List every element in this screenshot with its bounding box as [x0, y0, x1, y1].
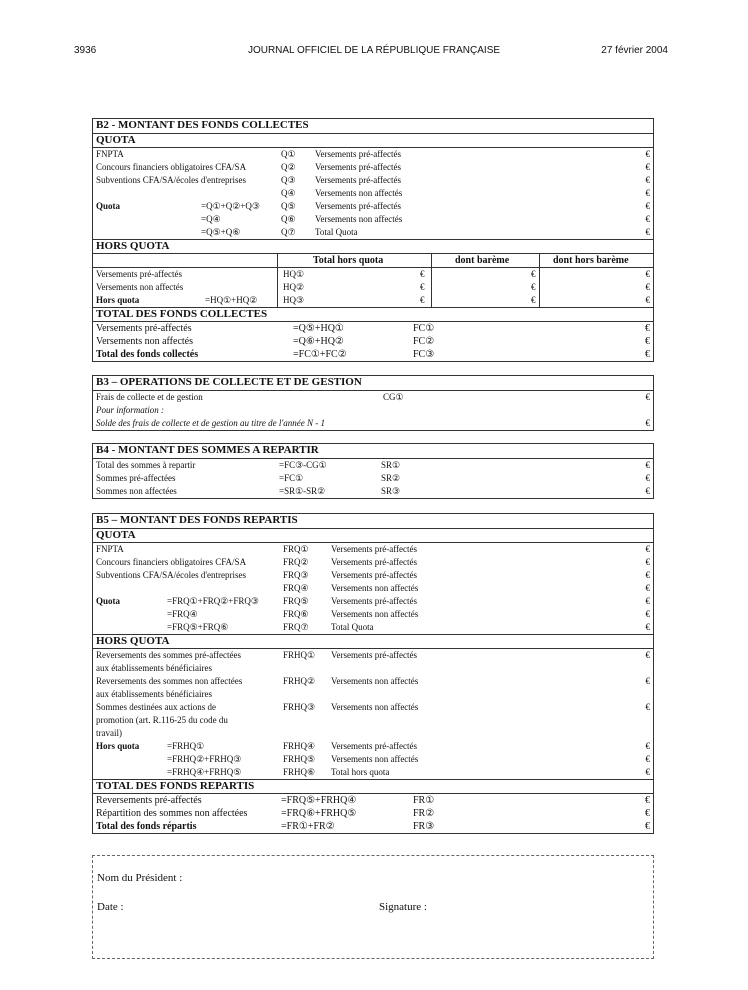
row-formula: =FRQ⑥+FRHQ⑤	[281, 808, 357, 819]
table-row	[93, 148, 653, 161]
euro-sign: €	[645, 149, 650, 159]
row-label: Versements non affectés	[96, 336, 194, 347]
b5-rev2-line1: Reversements des sommes non affectées	[96, 676, 243, 686]
row-label: Sommes pré-affectées	[96, 473, 176, 483]
row-label: Versements non affectés	[96, 282, 184, 292]
table-row	[93, 569, 653, 582]
table-row	[93, 556, 653, 569]
row-code: HQ②	[283, 282, 305, 292]
euro-sign: €	[645, 650, 650, 660]
euro-sign: €	[645, 821, 650, 832]
b5-rev2-row	[93, 675, 653, 688]
b5-rev1-line2: aux établissements bénéficiaires	[96, 663, 212, 673]
row-formula: =FC①+FC②	[293, 349, 347, 360]
b2-quota-rows	[93, 148, 653, 239]
table-row	[93, 187, 653, 200]
row-code: Q⑥	[281, 214, 296, 224]
row-label: Hors quota	[96, 295, 140, 305]
row-formula: =FC③-CG①	[279, 460, 327, 470]
row-code: FRQ⑦	[283, 622, 309, 632]
row-desc: Versements pré-affectés	[331, 596, 418, 606]
row-code: SR②	[381, 473, 401, 483]
row-code: FR③	[413, 821, 435, 832]
row-formula: =Q④	[201, 214, 221, 224]
row-code: Q⑤	[281, 201, 296, 211]
b2-total-title: TOTAL DES FONDS COLLECTES	[93, 307, 653, 322]
row-label: Quota	[96, 596, 121, 606]
row-label: Quota	[96, 201, 121, 211]
euro-sign: €	[645, 741, 650, 751]
row-desc: Versements pré-affectés	[315, 201, 402, 211]
row-code: FRQ②	[283, 557, 309, 567]
euro-sign: €	[645, 201, 650, 211]
b5-rev1-row	[93, 649, 653, 662]
b5-rev2-row2	[93, 688, 653, 701]
president-label: Nom du Président :	[97, 872, 183, 884]
b2-hors-quota-title: HORS QUOTA	[93, 239, 653, 254]
row-code: Q②	[281, 162, 296, 172]
b5-rev1-line1: Reversements des sommes pré-affectées	[96, 650, 242, 660]
euro-sign: €	[645, 323, 650, 334]
b5-rev1-desc: Versements pré-affectés	[331, 650, 418, 660]
row-label: Sommes non affectées	[96, 486, 177, 496]
b5-som-line3: travail)	[96, 728, 122, 738]
row-code: FC②	[413, 336, 435, 347]
euro-sign: €	[645, 767, 650, 777]
b5-rev1-code: FRHQ①	[283, 650, 316, 660]
euro-sign: €	[645, 349, 650, 360]
b5-rev2-desc: Versements non affectés	[331, 676, 419, 686]
row-desc: Total Quota	[331, 622, 374, 632]
signature-box	[92, 855, 654, 959]
row-code: FRHQ⑤	[283, 754, 316, 764]
table-row	[93, 348, 653, 361]
row-code: FRQ④	[283, 583, 309, 593]
row-code: FRQ①	[283, 544, 309, 554]
table-row	[93, 807, 653, 820]
b5-total-rows	[93, 794, 653, 833]
table-row	[93, 268, 653, 281]
table-row	[93, 820, 653, 833]
row-desc: Versements non affectés	[315, 214, 403, 224]
euro-sign: €	[645, 544, 650, 554]
section-b3	[92, 375, 654, 431]
row-label: Versements pré-affectés	[96, 323, 192, 334]
table-row	[93, 608, 653, 621]
table-row	[93, 485, 653, 498]
b5-hq-rows	[93, 740, 653, 779]
euro-sign: €	[645, 583, 650, 593]
table-row	[93, 294, 653, 307]
table-row	[93, 174, 653, 187]
table-row	[93, 621, 653, 634]
b5-hors-quota-title: HORS QUOTA	[93, 634, 653, 649]
row-desc: Versements pré-affectés	[331, 557, 418, 567]
row-code: Q⑦	[281, 227, 296, 237]
euro-sign: €	[645, 570, 650, 580]
table-row	[93, 281, 653, 294]
b5-rev1-row2	[93, 662, 653, 675]
section-b5	[92, 513, 654, 834]
row-desc: Versements non affectés	[331, 583, 419, 593]
table-row	[93, 161, 653, 174]
euro-sign: €	[420, 269, 425, 279]
table-row	[93, 543, 653, 556]
table-row	[93, 459, 653, 472]
b5-title: B5 – MONTANT DES FONDS REPARTIS	[93, 514, 653, 529]
euro-sign: €	[645, 473, 650, 483]
row-code: FR①	[413, 795, 435, 806]
table-row	[93, 213, 653, 226]
row-desc: Versements pré-affectés	[331, 570, 418, 580]
b2-total-rows	[93, 322, 653, 361]
b5-som-row3	[93, 727, 653, 740]
table-row	[93, 335, 653, 348]
row-formula: =Q①+Q②+Q③	[201, 201, 260, 211]
row-desc: Total Quota	[315, 227, 358, 237]
euro-sign: €	[531, 295, 536, 305]
table-row	[93, 753, 653, 766]
euro-sign: €	[645, 162, 650, 172]
row-code: FRHQ⑥	[283, 767, 316, 777]
euro-sign: €	[645, 460, 650, 470]
euro-sign: €	[531, 269, 536, 279]
row-label: Reversements pré-affectés	[96, 795, 202, 806]
row-label: Hors quota	[96, 741, 140, 751]
row-label: Subventions CFA/SA/écoles d'entreprises	[96, 570, 246, 580]
table-row	[93, 740, 653, 753]
row-code: FRQ⑤	[283, 596, 309, 606]
row-formula: =FRHQ①	[167, 741, 205, 751]
row-formula: =SR①-SR②	[279, 486, 326, 496]
row-formula: =Q⑤+Q⑥	[201, 227, 241, 237]
b2-hq-header-row	[93, 254, 653, 268]
euro-sign: €	[645, 702, 650, 712]
row-label: Répartition des sommes non affectées	[96, 808, 248, 819]
row-code: FR②	[413, 808, 435, 819]
row-code: Q④	[281, 188, 296, 198]
b5-som-row2	[93, 714, 653, 727]
row-formula: =FR①+FR②	[281, 821, 335, 832]
row-label: Subventions CFA/SA/écoles d'entreprises	[96, 175, 246, 185]
euro-sign: €	[645, 486, 650, 496]
row-formula: =FRHQ④+FRHQ⑤	[167, 767, 242, 777]
table-row	[93, 226, 653, 239]
euro-sign: €	[645, 795, 650, 806]
row-label: Total des fonds répartis	[96, 821, 197, 832]
row-formula: =FRQ⑤+FRHQ④	[281, 795, 357, 806]
row-code: FC③	[413, 349, 435, 360]
row-code: FRQ③	[283, 570, 309, 580]
col-total-hors-quota: Total hors quota	[313, 255, 384, 266]
b2-quota-title: QUOTA	[93, 134, 653, 148]
b5-rev2-line2: aux établissements bénéficiaires	[96, 689, 212, 699]
euro-sign: €	[645, 596, 650, 606]
b5-quota-rows	[93, 543, 653, 634]
col-dont-hors-bareme: dont hors barème	[553, 255, 629, 266]
journal-title: JOURNAL OFFICIEL DE LA RÉPUBLIQUE FRANÇAISE	[247, 45, 501, 56]
row-formula: =FRQ⑤+FRQ⑥	[167, 622, 229, 632]
euro-sign: €	[645, 676, 650, 686]
row-formula: =FRQ①+FRQ②+FRQ③	[167, 596, 259, 606]
row-formula: =HQ①+HQ②	[205, 295, 258, 305]
table-row	[93, 582, 653, 595]
table-row	[93, 472, 653, 485]
b3-solde-label: Solde des frais de collecte et de gestion au titre de l'année N - 1	[96, 418, 326, 428]
euro-sign: €	[645, 557, 650, 567]
b5-rev2-code: FRHQ②	[283, 676, 316, 686]
b2-hq-rows	[93, 268, 653, 307]
b3-info-label: Pour information :	[96, 405, 165, 415]
euro-sign: €	[645, 392, 650, 402]
euro-sign: €	[645, 282, 650, 292]
row-desc: Versements pré-affectés	[331, 544, 418, 554]
section-b2	[92, 118, 654, 362]
row-formula: =FRQ④	[167, 609, 198, 619]
row-code: Q③	[281, 175, 296, 185]
b3-info-row	[93, 404, 653, 417]
b3-title: B3 – OPERATIONS DE COLLECTE ET DE GESTION	[93, 376, 653, 391]
table-row	[93, 766, 653, 779]
euro-sign: €	[645, 269, 650, 279]
table-row	[93, 200, 653, 213]
page-number: 3936	[74, 45, 97, 56]
b3-solde-row	[93, 417, 653, 430]
row-code: FRHQ④	[283, 741, 316, 751]
row-label: FNPTA	[96, 149, 124, 159]
b4-title: B4 - MONTANT DES SOMMES A REPARTIR	[93, 444, 653, 459]
euro-sign: €	[645, 622, 650, 632]
row-desc: Versements non affectés	[331, 609, 419, 619]
row-code: Q①	[281, 149, 296, 159]
row-desc: Versements non affectés	[315, 188, 403, 198]
row-code: SR③	[381, 486, 401, 496]
b5-som-row	[93, 701, 653, 714]
row-formula: =Q⑥+HQ②	[293, 336, 344, 347]
table-row	[93, 322, 653, 335]
euro-sign: €	[645, 808, 650, 819]
row-label: Versements pré-affectés	[96, 269, 183, 279]
b4-rows	[93, 459, 653, 498]
page-header	[0, 45, 748, 61]
euro-sign: €	[645, 609, 650, 619]
table-row	[93, 794, 653, 807]
row-label: Concours financiers obligatoires CFA/SA	[96, 557, 247, 567]
b5-som-desc: Versements non affectés	[331, 702, 419, 712]
section-b4	[92, 443, 654, 499]
euro-sign: €	[531, 282, 536, 292]
b3-frais-row	[93, 391, 653, 404]
b5-som-line2: promotion (art. R.116-25 du code du	[96, 715, 228, 725]
row-code: SR①	[381, 460, 401, 470]
row-desc: Versements pré-affectés	[315, 175, 402, 185]
date-label: Date :	[97, 901, 124, 913]
row-desc: Versements pré-affectés	[315, 149, 402, 159]
row-formula: =Q⑤+HQ①	[293, 323, 344, 334]
euro-sign: €	[645, 754, 650, 764]
row-code: FC①	[413, 323, 435, 334]
b3-frais-label: Frais de collecte et de gestion	[96, 392, 203, 402]
row-formula: =FC①	[279, 473, 304, 483]
row-code: FRQ⑥	[283, 609, 309, 619]
b5-total-title: TOTAL DES FONDS REPARTIS	[93, 779, 653, 794]
euro-sign: €	[645, 214, 650, 224]
row-desc: Versements pré-affectés	[331, 741, 418, 751]
table-row	[93, 595, 653, 608]
b2-title: B2 - MONTANT DES FONDS COLLECTES	[93, 119, 653, 134]
euro-sign: €	[645, 227, 650, 237]
euro-sign: €	[645, 175, 650, 185]
row-formula: =FRHQ②+FRHQ③	[167, 754, 242, 764]
row-label: Concours financiers obligatoires CFA/SA	[96, 162, 247, 172]
euro-sign: €	[645, 418, 650, 428]
col-dont-bareme: dont barème	[455, 255, 510, 266]
euro-sign: €	[420, 295, 425, 305]
euro-sign: €	[645, 295, 650, 305]
row-code: HQ③	[283, 295, 305, 305]
b5-som-line1: Sommes destinées aux actions de	[96, 702, 216, 712]
row-label: Total des sommes à repartir	[96, 460, 196, 470]
row-desc: Total hors quota	[331, 767, 390, 777]
b5-quota-title: QUOTA	[93, 529, 653, 543]
signature-label: Signature :	[379, 901, 427, 913]
euro-sign: €	[645, 336, 650, 347]
publication-date: 27 février 2004	[601, 45, 668, 56]
b3-frais-code: CG①	[383, 392, 404, 402]
row-desc: Versements non affectés	[331, 754, 419, 764]
row-label: Total des fonds collectés	[96, 349, 199, 360]
euro-sign: €	[645, 188, 650, 198]
b2-hors-quota-table	[93, 254, 653, 307]
row-desc: Versements pré-affectés	[315, 162, 402, 172]
euro-sign: €	[420, 282, 425, 292]
b5-som-code: FRHQ③	[283, 702, 316, 712]
row-code: HQ①	[283, 269, 305, 279]
row-label: FNPTA	[96, 544, 124, 554]
